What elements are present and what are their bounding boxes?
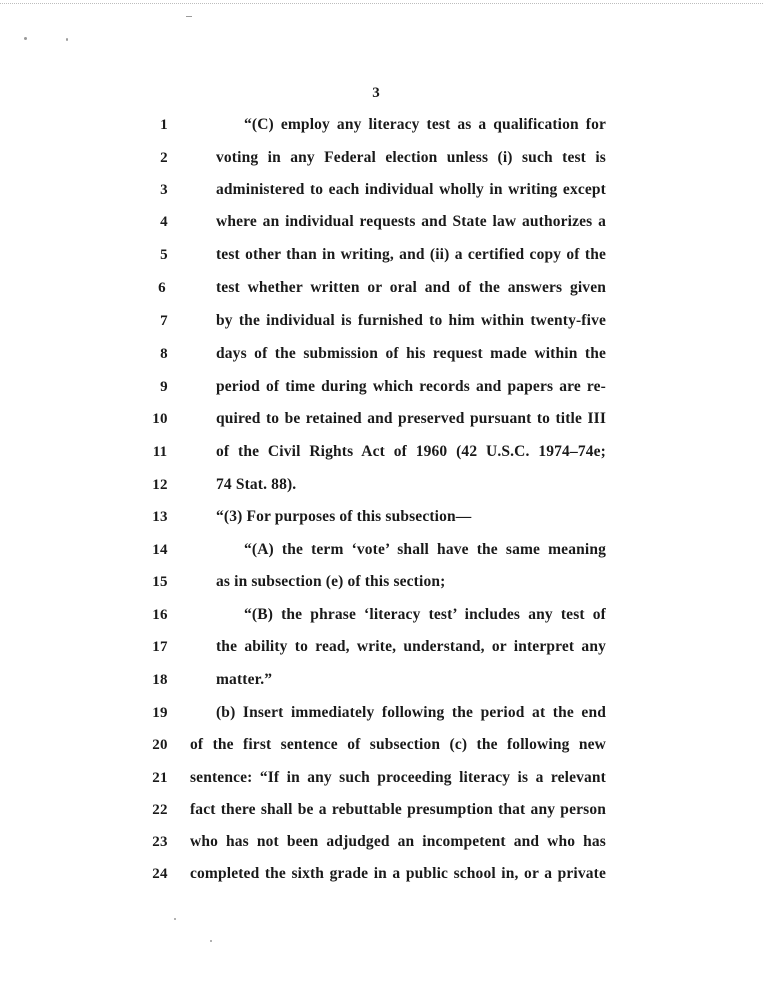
text-line: by the individual is furnished to him within twenty-five	[216, 312, 606, 329]
text-line: days of the submission of his request made within the	[216, 345, 606, 362]
text-line: sentence: “If in any such proceeding literacy is a relevant	[190, 769, 606, 786]
text-line: quired to be retained and preserved pursuant to title III	[216, 410, 606, 427]
text-line: 74 Stat. 88).	[216, 476, 297, 493]
line-number: 21	[152, 770, 168, 786]
text-line: completed the sixth grade in a public school in, or a private	[190, 865, 606, 882]
line-number: 10	[152, 411, 168, 427]
line-number: 3	[160, 182, 168, 198]
line-number: 8	[160, 346, 168, 362]
text-line: voting in any Federal election unless (i) such test is	[216, 149, 606, 166]
page-number: 3	[372, 85, 380, 101]
line-number: 11	[152, 444, 168, 460]
scan-speck	[210, 940, 212, 942]
line-number: 16	[152, 607, 168, 623]
scan-speck	[186, 16, 192, 17]
text-line: fact there shall be a rebuttable presumption that any person	[190, 801, 606, 818]
line-number: 20	[152, 737, 168, 753]
line-number: 17	[152, 639, 168, 655]
text-line: matter.”	[216, 671, 273, 688]
text-line: “(3) For purposes of this subsection—	[216, 508, 472, 525]
text-line: as in subsection (e) of this section;	[216, 573, 446, 590]
line-number: 24	[152, 866, 168, 882]
line-number: 18	[152, 672, 168, 688]
text-line: test other than in writing, and (ii) a certified copy of the	[216, 246, 606, 263]
line-number: 6	[158, 280, 166, 296]
text-line: administered to each individual wholly in writing except	[216, 181, 606, 198]
text-line: “(B) the phrase ‘literacy test’ includes any test of	[244, 606, 606, 623]
line-number: 4	[160, 214, 168, 230]
text-line: who has not been adjudged an incompetent and who has	[190, 833, 606, 850]
line-number: 15	[152, 574, 168, 590]
line-number: 2	[160, 150, 168, 166]
top-dotted-rule	[0, 3, 763, 4]
text-line: of the first sentence of subsection (c) the following new	[190, 736, 606, 753]
line-number: 23	[152, 834, 168, 850]
text-line: test whether written or oral and of the answers given	[216, 279, 606, 296]
line-number: 14	[152, 542, 168, 558]
line-number: 12	[152, 477, 168, 493]
line-number: 7	[160, 313, 168, 329]
text-line: period of time during which records and papers are re-	[216, 378, 606, 395]
text-line: where an individual requests and State law authorizes a	[216, 213, 606, 230]
line-number: 19	[152, 705, 168, 721]
line-number: 22	[152, 802, 168, 818]
text-line: (b) Insert immediately following the period at the end	[216, 704, 606, 721]
text-line: of the Civil Rights Act of 1960 (42 U.S.C. 1974–74e;	[216, 443, 606, 460]
text-line: “(C) employ any literacy test as a qualification for	[244, 116, 606, 133]
scan-speck	[174, 918, 176, 920]
scan-speck	[24, 37, 27, 40]
line-number: 9	[160, 379, 168, 395]
text-line: the ability to read, write, understand, or interpret any	[216, 638, 606, 655]
line-number: 1	[160, 117, 168, 133]
text-line: “(A) the term ‘vote’ shall have the same meaning	[244, 541, 606, 558]
line-number: 13	[152, 509, 168, 525]
line-number: 5	[160, 247, 168, 263]
scan-speck	[66, 38, 68, 41]
